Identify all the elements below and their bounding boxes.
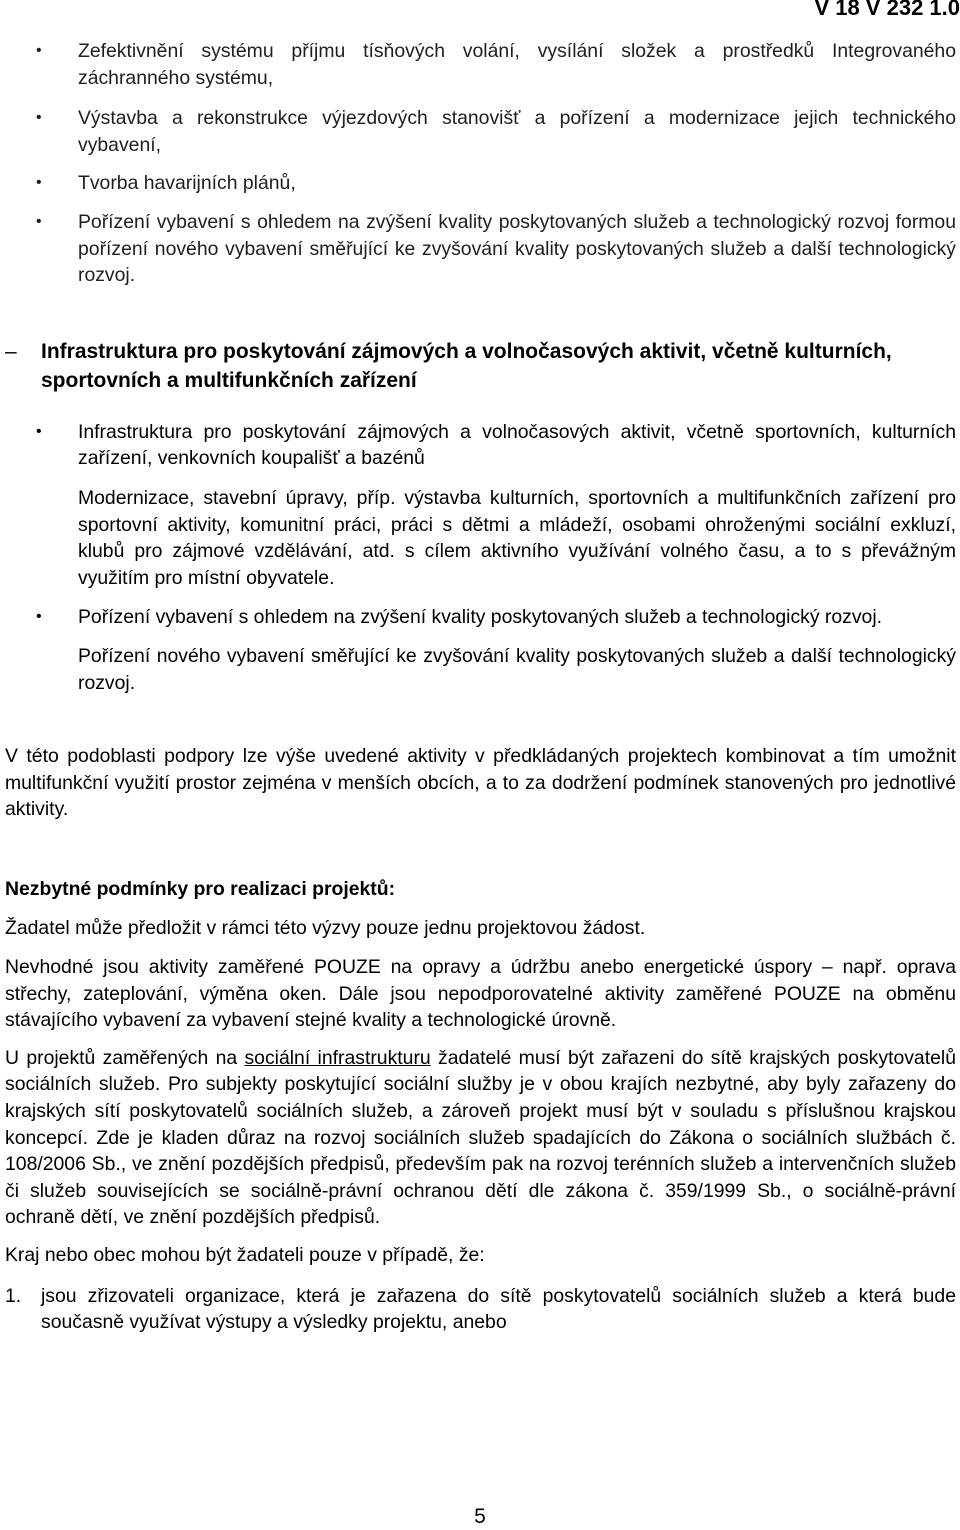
text-run: žadatelé musí být zařazeni do sítě krajských poskytovatelů sociálních služeb. Pro subjekty poskytující sociální služby je v obou krajích nezbytné, aby byly zařazeny do krajských sítí poskytovatelů sociálních služeb, a zároveň projekt musí být v souladu s příslušnou krajskou koncepcí. Zde je kladen důraz na rozvoj sociálních služeb spadajících do Zákona o sociálních službách č. 108/2006 Sb., ve znění pozdějších předpisů, především pak na rozvoj terénních služeb a intervenčních služeb či služeb souvisejících se sociálně-právní ochranou dětí dle zákona č. 359/1999 Sb., o sociálně-právní ochraně dětí, ve znění pozdějších předpisů. <box>5 1046 956 1229</box>
conditions-paragraph: Nevhodné jsou aktivity zaměřené POUZE na opravy a údržbu anebo energetické úspory – např. oprava střechy, zateplování, výměna oken. Dále jsou nepodporovatelné aktivity zaměřené POUZE na obměnu stávajícího vybavení za vybavení stejné kvality a technologické úrovně. <box>5 956 956 1032</box>
item-text: jsou zřizovateli organizace, která je zařazena do sítě poskytovatelů sociálních služeb a která bude současně využívat výstupy a výsledky projektu, anebo <box>41 1284 956 1334</box>
list-item: • Zefektivnění systému příjmu tísňových volání, vysílání složek a prostředků Integrovaného záchranného systému, <box>5 38 956 91</box>
section-bullet-list <box>5 604 956 631</box>
page-number: 5 <box>474 1505 486 1528</box>
document-body <box>5 38 956 1336</box>
section-heading: – Infrastruktura pro poskytování zájmových a volnočasových aktivit, včetně kulturních, sportovních a multifunkčních zařízení <box>5 337 956 395</box>
top-bullet-list <box>5 38 956 289</box>
list-item: • Výstavba a rekonstrukce výjezdových stanovišť a pořízení a modernizace jejich technického vybavení, <box>5 105 956 158</box>
conditions-paragraph: Žadatel může předložit v rámci této výzvy pouze jednu projektovou žádost. <box>5 917 646 940</box>
conditions-paragraph <box>5 1045 956 1231</box>
list-item: • Pořízení vybavení s ohledem na zvýšení kvality poskytovaných služeb a technologický rozvoj formou pořízení nového vybavení směřující ke zvyšování kvality poskytovaných služeb a další technologický rozvoj. <box>5 209 956 289</box>
list-item-detail: Pořízení nového vybavení směřující ke zvyšování kvality poskytovaných služeb a další technologický rozvoj. <box>78 644 956 694</box>
combination-paragraph: V této podoblasti podpory lze výše uvedené aktivity v předkládaných projektech kombinovat a tím umožnit multifunkční využití prostor zejména v menších obcích, a to za dodržení podmínek stanovených pro jednotlivé aktivity. <box>5 745 956 821</box>
conditions-paragraph: Kraj nebo obec mohou být žadateli pouze v případě, že: <box>5 1244 485 1266</box>
conditions-heading: Nezbytné podmínky pro realizaci projektů: <box>5 877 396 900</box>
text-run: U projektů zaměřených na <box>5 1046 245 1069</box>
numbered-item <box>5 1283 956 1336</box>
list-item-detail: Modernizace, stavební úpravy, příp. výstavba kulturních, sportovních a multifunkčních zařízení pro sportovní aktivity, komunitní práci, práci s dětmi a mládeží, osobami ohroženými sociální exkluzí, klubů pro zájmové vzdělávání, atd. s cílem aktivního využívání volného času, a to s převážným využitím pro místní obyvatele. <box>78 486 956 589</box>
list-item: • Infrastruktura pro poskytování zájmových a volnočasových aktivit, včetně sportovních, kulturních zařízení, venkovních koupališť a bazénů <box>5 419 956 472</box>
section-bullet-list <box>5 419 956 472</box>
document-id: V 18 V 232 1.0 <box>814 0 960 20</box>
item-number: 1. <box>5 1284 22 1307</box>
list-item: • Tvorba havarijních plánů, <box>5 170 956 197</box>
list-item: • Pořízení vybavení s ohledem na zvýšení kvality poskytovaných služeb a technologický rozvoj. <box>5 604 956 631</box>
underlined-term: sociální infrastrukturu <box>244 1046 431 1069</box>
